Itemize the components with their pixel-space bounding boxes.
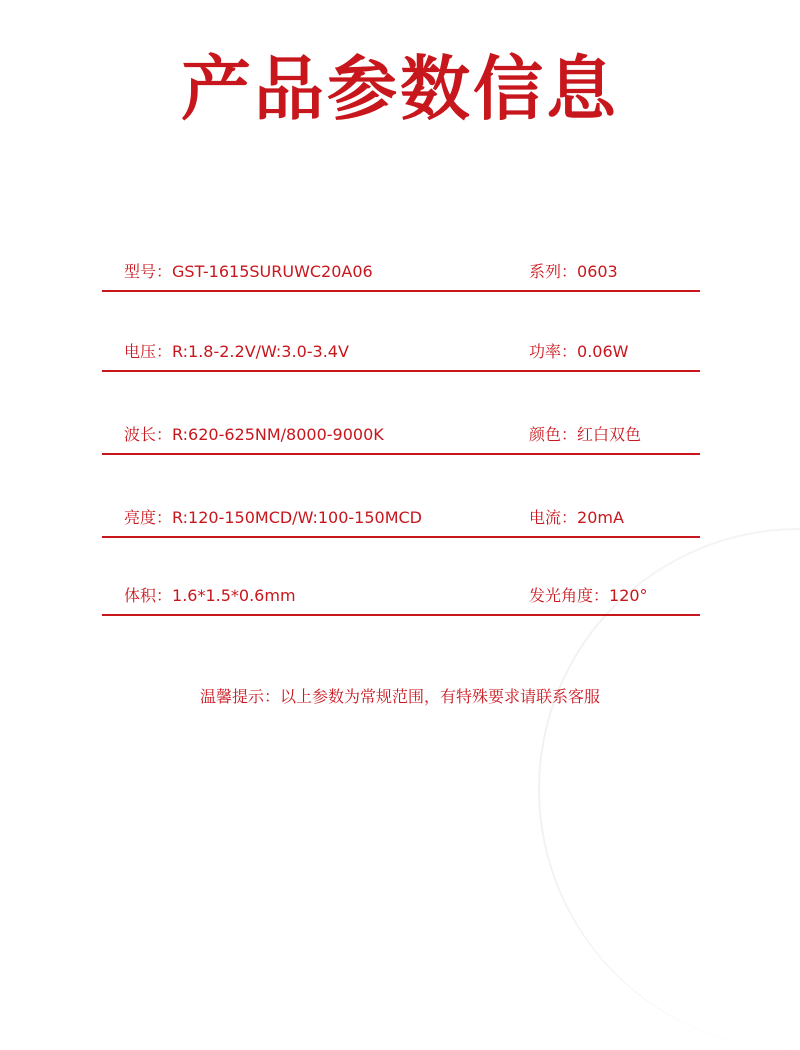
spec-model (124, 262, 373, 282)
spec-label: 颜色： (529, 425, 578, 444)
spec-value: GST-1615SURUWC20A06 (172, 262, 373, 281)
spec-brightness (124, 508, 422, 528)
spec-label: 电压： (124, 342, 173, 361)
spec-row-size (102, 574, 700, 616)
spec-label: 发光角度： (529, 586, 610, 605)
spec-series (529, 262, 618, 282)
spec-current (529, 508, 624, 528)
spec-value: 0.06W (577, 342, 629, 361)
spec-value: 20mA (577, 508, 624, 527)
spec-value: 120° (609, 586, 648, 605)
spec-label: 系列： (529, 262, 578, 281)
spec-value: R:620-625NM/8000-9000K (172, 425, 384, 444)
spec-label: 型号： (124, 262, 173, 281)
spec-row-wavelength (102, 413, 700, 455)
page-title: 产品参数信息 (181, 48, 619, 130)
spec-value: 红白双色 (577, 425, 642, 444)
spec-power (529, 342, 628, 362)
spec-row-brightness (102, 496, 700, 538)
spec-size (124, 586, 296, 606)
spec-label: 功率： (529, 342, 578, 361)
spec-voltage (124, 342, 349, 362)
spec-value: R:1.8-2.2V/W:3.0-3.4V (172, 342, 349, 361)
spec-label: 电流： (529, 508, 578, 527)
spec-value: R:120-150MCD/W:100-150MCD (172, 508, 422, 527)
spec-row-voltage (102, 330, 700, 372)
spec-wavelength (124, 425, 384, 445)
spec-label: 亮度： (124, 508, 173, 527)
footer-note: 温馨提示：以上参数为常规范围，有特殊要求请联系客服 (199, 687, 600, 706)
spec-color (529, 425, 641, 445)
spec-label: 波长： (124, 425, 173, 444)
spec-label: 体积： (124, 586, 173, 605)
spec-viewing-angle (529, 586, 648, 606)
spec-value: 0603 (577, 262, 618, 281)
spec-row-model (102, 250, 700, 292)
spec-value: 1.6*1.5*0.6mm (172, 586, 296, 605)
